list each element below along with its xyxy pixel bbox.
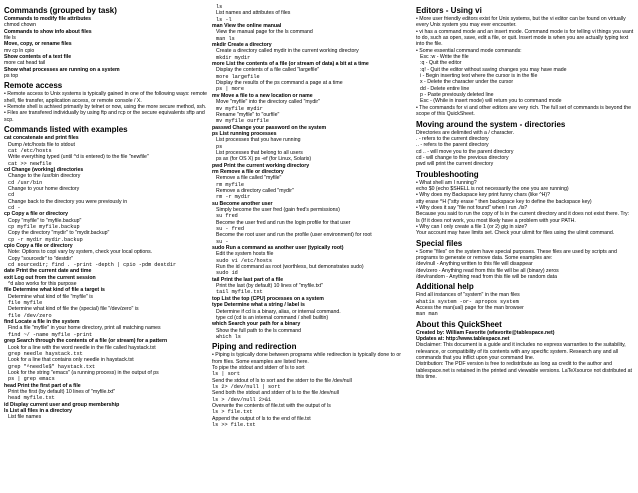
command-example: rm myfile bbox=[216, 181, 245, 188]
section-heading: Remote access bbox=[4, 81, 63, 91]
command-example: ps bbox=[216, 143, 223, 150]
command-example: cd sourcedir; find . -print -depth | cpio -pdm destdir bbox=[8, 262, 177, 269]
command-example: ps | more bbox=[216, 86, 245, 93]
command-example: find ~/ -name myfile -print bbox=[8, 331, 93, 338]
command-entry: cat concatenate and print files bbox=[4, 135, 79, 142]
command-entry: Move, copy, or rename files bbox=[4, 41, 72, 48]
text-line: Rename "myfile" to "ourfile" bbox=[216, 111, 280, 118]
command-example: ls 2> /dev/null | sort bbox=[212, 383, 281, 390]
command-entry: Updates at: http://www.tablespace.net bbox=[416, 336, 510, 343]
command-entry: pwd Print the current working directory bbox=[212, 162, 310, 169]
text-line: View the manual page for the ls command bbox=[216, 29, 313, 36]
section-heading: Piping and redirection bbox=[212, 342, 297, 352]
command-example: man man bbox=[416, 311, 438, 318]
text-line: Find a file "myfile" in your home directory, print all matching names bbox=[8, 325, 161, 332]
text-line: ps top bbox=[4, 73, 19, 80]
text-line: Run the id command as root (worthless, but demonstrates sudo) bbox=[216, 264, 364, 271]
command-entry: top List the top (CPU) processes on a system bbox=[212, 295, 324, 302]
command-entry: date Print the current date and time bbox=[4, 268, 92, 275]
text-line: /dev/random - Anything read from this file will be random data bbox=[416, 274, 557, 281]
text-line: • Why can I only create a file 1 (or 2) gig in size? bbox=[416, 223, 528, 230]
command-entry: Commands to modify file attributes bbox=[4, 16, 92, 22]
text-line: Look for a line with the word needle in the file called haystack.txt bbox=[8, 344, 156, 351]
text-line: .. - refers to the parent directory bbox=[416, 142, 489, 149]
command-example: cat /etc/hosts bbox=[8, 147, 52, 154]
section-heading: Moving around the system - directories bbox=[416, 119, 566, 129]
text-line: :q - Quit the editor bbox=[420, 60, 462, 67]
text-line: ^d also works for this purpose bbox=[8, 281, 77, 288]
command-example: which ls bbox=[216, 333, 241, 340]
section-heading: Commands listed with examples bbox=[4, 125, 128, 135]
command-example: tail myfile.txt bbox=[216, 289, 263, 296]
text-line: To pipe the stdout and stderr of ls to sort bbox=[212, 364, 305, 371]
text-line: more cat head tail bbox=[4, 60, 46, 67]
text-line: Show the full path to the ls command bbox=[216, 327, 302, 334]
command-example: file myfile bbox=[8, 300, 43, 307]
command-entry: head Print the first part of a file bbox=[4, 382, 81, 389]
command-example: rm -r mydir bbox=[216, 194, 251, 201]
text-line: mv cp ln cpio bbox=[4, 47, 35, 54]
command-example: cp myfile myfile.backup bbox=[8, 223, 80, 230]
text-line: p - Paste previously deleted line bbox=[420, 92, 494, 99]
command-entry: type Determine what a string / label is bbox=[212, 302, 305, 309]
command-example: sudo id bbox=[216, 270, 238, 277]
text-line: /dev/null - Anything written to this file will disappear bbox=[416, 261, 533, 268]
text-line: cd .. - will move you to the parent directory bbox=[416, 148, 514, 155]
command-example: ps | grep emacs bbox=[8, 376, 55, 383]
command-example: more largefile bbox=[216, 73, 260, 80]
text-line: Because you said to run the copy of ls in the current directory and it does not exist there. Try: ls (If it does not work, you most likely have a problem with your PATH. bbox=[416, 211, 630, 224]
command-example: su fred bbox=[216, 213, 238, 220]
text-line: Directories are delimited with a / character. bbox=[416, 129, 515, 136]
command-entry: mv Move a file to a new location or name bbox=[212, 92, 313, 99]
text-line: • Piping is typically done between programs while redirection is typically done to or from files. Some examples are listed here. bbox=[212, 352, 401, 365]
command-entry: grep Search through the contents of a file (or stream) for a pattern bbox=[4, 338, 168, 345]
command-entry: exit Log out from the current session bbox=[4, 274, 96, 281]
text-line: Determine what kind of file the (special) file "/dev/zero" is bbox=[8, 306, 139, 313]
command-entry: Commands to show info about files bbox=[4, 28, 92, 35]
command-example: ls > file.txt bbox=[212, 409, 253, 416]
command-entry: cd Change (working) directories bbox=[4, 166, 84, 173]
command-example: ls >> file.txt bbox=[212, 422, 256, 428]
command-entry: id Display current user and group membership bbox=[4, 401, 120, 408]
text-line: Your account may have limits set. Check your ulimit for files using the ulimit command. bbox=[416, 230, 615, 237]
command-example: ls -l bbox=[216, 16, 232, 23]
section-heading: Additional help bbox=[416, 282, 474, 292]
text-line: Distribution: The PDF version is free to redistribute as long as credit to the author and tablespace.net is retained in the printed and viewable versions. LaTeXsource not distributed at this time. bbox=[416, 361, 632, 381]
text-line: Determine what kind of file "myfile" is bbox=[8, 293, 93, 300]
text-line: • Remote access to Unix systems is typically gained in one of the following ways: remote shell, file transfer, application access, or remote console / X. bbox=[4, 91, 208, 104]
command-example: cd /usr/bin bbox=[8, 179, 43, 186]
text-line: Print the first (by default) 10 lines of "myfile.txt" bbox=[8, 388, 116, 395]
text-line: • Remote shell is achived primarily by telnet or now, using the more secure method, ssh. bbox=[4, 104, 207, 111]
command-entry: passwd Change your password on the system bbox=[212, 124, 327, 131]
text-line: • Files are transfered individually by using ftp and rcp or the secure equivalents sftp and scp. bbox=[4, 110, 205, 123]
text-line: Overwrite the contents of file.txt with the output of ls bbox=[212, 402, 331, 409]
text-line: /dev/zero - Anything read from this file will be all (binary) zeros bbox=[416, 267, 559, 274]
text-line: Display the contents of a file called "largefile" bbox=[216, 67, 320, 74]
text-line: Copy "sourcedir" to "destdir" bbox=[8, 255, 74, 262]
command-example: grep "^needle$" haystack.txt bbox=[8, 363, 96, 370]
command-entry: Created by: William Favorite (wfavorite@tablespace.net) bbox=[416, 329, 555, 336]
text-line: Copy the directory "mydir" to "mydir.backup" bbox=[8, 230, 110, 237]
text-line: cd - will change to the previous directory bbox=[416, 154, 509, 161]
section-heading: Troubleshooting bbox=[416, 169, 479, 179]
command-entry: find Locate a file in the system bbox=[4, 319, 80, 326]
text-line: Esc :w - Write the file bbox=[420, 54, 469, 61]
text-line: Esc - (While in insert mode) will return you to command mode bbox=[420, 98, 562, 105]
text-line: Change back to the directory you were previously in bbox=[8, 198, 128, 205]
text-line: Determine if cd is a binary, alias, or internal command. bbox=[216, 308, 341, 315]
section-heading: Special files bbox=[416, 238, 463, 248]
command-entry: tail Print the last part of a file bbox=[212, 276, 284, 283]
command-entry: man View the online manual bbox=[212, 23, 282, 30]
command-example: su - bbox=[216, 238, 229, 245]
text-line: Access the man(ual) page for the man browser bbox=[416, 305, 524, 312]
command-example: whatis system -or- apropos system bbox=[416, 298, 519, 305]
text-line: Disclaimer: This document is a guide and it includes no express warranties to the suitability, relevance, or compatibility of its contents with any specific system. Research any and all commands that you inflict upon your command line. bbox=[416, 342, 626, 362]
text-line: :q! - Quit the editor without saving changes you may have made bbox=[420, 66, 567, 73]
command-example: ls | sort bbox=[212, 371, 241, 378]
text-line: Become the root user and run the profile (user environment) for root bbox=[216, 232, 372, 239]
column-right bbox=[416, 4, 634, 381]
command-entry: which Search your path for a binary bbox=[212, 321, 301, 328]
text-line: Print the last (by default) 10 lines of "myfile.txt" bbox=[216, 283, 323, 290]
section-heading: About this QuickSheet bbox=[416, 319, 502, 329]
text-line: pwd will print the current directory bbox=[416, 161, 494, 168]
text-line: Find all instances of "system" in the man files bbox=[416, 292, 520, 299]
text-line: • Why does it say "file not found" when I run ./is? bbox=[416, 204, 528, 211]
text-line: • Why does my Backspace key print funny chars (like ^H)? bbox=[416, 192, 550, 199]
command-example: grep needle haystack.txt bbox=[8, 350, 83, 357]
text-line: i - Begin inserting text where the cursor is in the file bbox=[420, 73, 538, 80]
text-line: Become the user fred and run the login profile for that user bbox=[216, 219, 351, 226]
command-example: sudo vi /etc/hosts bbox=[216, 257, 273, 264]
text-line: echo $0 (echo $SHELL is not necessarily the one you are running) bbox=[416, 185, 569, 192]
command-example: mkdir mydir bbox=[216, 54, 251, 61]
text-line: . - refers to the current directory bbox=[416, 135, 489, 142]
text-line: List names and attributes of files bbox=[216, 10, 291, 17]
command-entry: cp Copy a file or directory bbox=[4, 211, 68, 218]
text-line: Write everything typed (until ^d is entered) to the file "newfile" bbox=[8, 154, 149, 161]
text-line: Send the stdout of ls to sort and the stderr to the file /dev/null bbox=[212, 377, 352, 384]
section-heading: Commands (grouped by task) bbox=[4, 6, 117, 15]
text-line: ps ax (for OS X) ps -ef (for Linux, Solaris) bbox=[216, 156, 312, 163]
text-line: • Some "files" on the system have special purposes. These files are used by scripts and programs to generate or remove data. Some examples are: bbox=[416, 248, 617, 261]
text-line: Send both the stdout and stderr of ls to the file /dev/null bbox=[212, 390, 339, 397]
command-example: su - fred bbox=[216, 226, 245, 233]
command-example: file /dev/zero bbox=[8, 312, 52, 319]
command-example: cp -r mydir mydir.backup bbox=[8, 236, 83, 243]
command-entry: su Become another user bbox=[212, 200, 273, 207]
text-line: Remove a file called "myfile" bbox=[216, 175, 282, 182]
command-example: cd - bbox=[8, 204, 21, 211]
text-line: Dump /etc/hosts file to stdout bbox=[8, 141, 75, 148]
text-line: Simply become the user fred (gain fred's permissions) bbox=[216, 207, 340, 213]
text-line: Create a directory called mydir in the current working directory bbox=[216, 48, 359, 55]
command-example: ls bbox=[216, 4, 223, 10]
command-entry: file Determine what kind of file a target is bbox=[4, 287, 105, 294]
command-entry: Show what processes are running on a system bbox=[4, 66, 120, 73]
text-line: Change to the /usr/bin directory bbox=[8, 173, 81, 180]
column-middle bbox=[212, 4, 412, 428]
text-line: Change to your home directory bbox=[8, 185, 80, 192]
text-line: • More user friendly editors exist for Unix systems, but the vi editor can be found on virtually every Unix system you may ever encounter. bbox=[416, 16, 626, 29]
command-example: man ls bbox=[216, 35, 235, 42]
column-left bbox=[4, 4, 208, 421]
text-line: Copy "myfile" to "myfile.backup" bbox=[8, 217, 82, 224]
text-line: • The commands for vi and other editors are very rich. The full set of commands is beyond the scope of this QuickSheet. bbox=[416, 104, 631, 118]
command-example: mv myfile ourfile bbox=[216, 118, 269, 125]
text-line: Remove a directory called "mydir" bbox=[216, 187, 294, 194]
command-entry: sudo Run a command as another user (typically root) bbox=[212, 245, 344, 252]
text-line: • vi has a command mode and an insert mode. Command mode is for telling vi things you want to do, such as open, save, edit a file, or quit. Insert mode is when you are actually typing text into the file. bbox=[416, 28, 634, 48]
command-example: cd bbox=[8, 192, 15, 199]
command-example: mv myfile mydir bbox=[216, 105, 263, 112]
text-line: Look for a line that contains only needle in haystack.txt bbox=[8, 357, 134, 364]
text-line: Append the output of ls to the end of file.txt bbox=[212, 415, 311, 422]
text-line: type cd (cd is an internal command / shell builtin) bbox=[216, 314, 329, 321]
command-entry: ls List all files in a directory bbox=[4, 407, 73, 414]
text-line: file ls bbox=[4, 35, 16, 42]
text-line: List file names bbox=[8, 414, 42, 421]
text-line: Note: Options to copi vary by system, check your local options. bbox=[8, 249, 153, 256]
text-line: • What shell am I running? bbox=[416, 179, 477, 186]
command-example: ls > /dev/null 2>&1 bbox=[212, 396, 272, 403]
text-line: chmod chown bbox=[4, 22, 37, 29]
command-entry: more List the contents of a file (or stream of data) a bit at a time bbox=[212, 61, 369, 68]
text-line: • Some essential command mode commands: bbox=[416, 47, 522, 54]
command-entry: cpio Copy a file or directory bbox=[4, 243, 73, 249]
command-entry: mkdir Create a directory bbox=[212, 42, 272, 49]
text-line: List processes that you have running bbox=[216, 137, 301, 144]
text-line: stty erase ^H ("stty erase " then backspace key to define the backspace key) bbox=[416, 198, 592, 205]
text-line: Look for the string "emacs" (a running process) in the output of ps bbox=[8, 369, 159, 376]
text-line: Display the results of the ps command a page at a time bbox=[216, 80, 343, 87]
command-example: cat >> newfile bbox=[8, 160, 52, 167]
command-entry: ps List running processes bbox=[212, 130, 277, 137]
command-example: head myfile.txt bbox=[8, 395, 55, 402]
command-entry: Show contents of a text file bbox=[4, 54, 72, 61]
text-line: List processes that belong to all users bbox=[216, 149, 303, 156]
text-line: Edit the system hosts file bbox=[216, 251, 274, 258]
text-line: x - Delete the character under the cursor bbox=[420, 79, 514, 86]
text-line: Move "myfile" into the directory called "mydir" bbox=[216, 99, 320, 106]
section-heading: Editors - Using vi bbox=[416, 6, 482, 15]
command-entry: rm Remove a file or directory bbox=[212, 168, 284, 175]
text-line: dd - Delete entire line bbox=[420, 85, 470, 92]
